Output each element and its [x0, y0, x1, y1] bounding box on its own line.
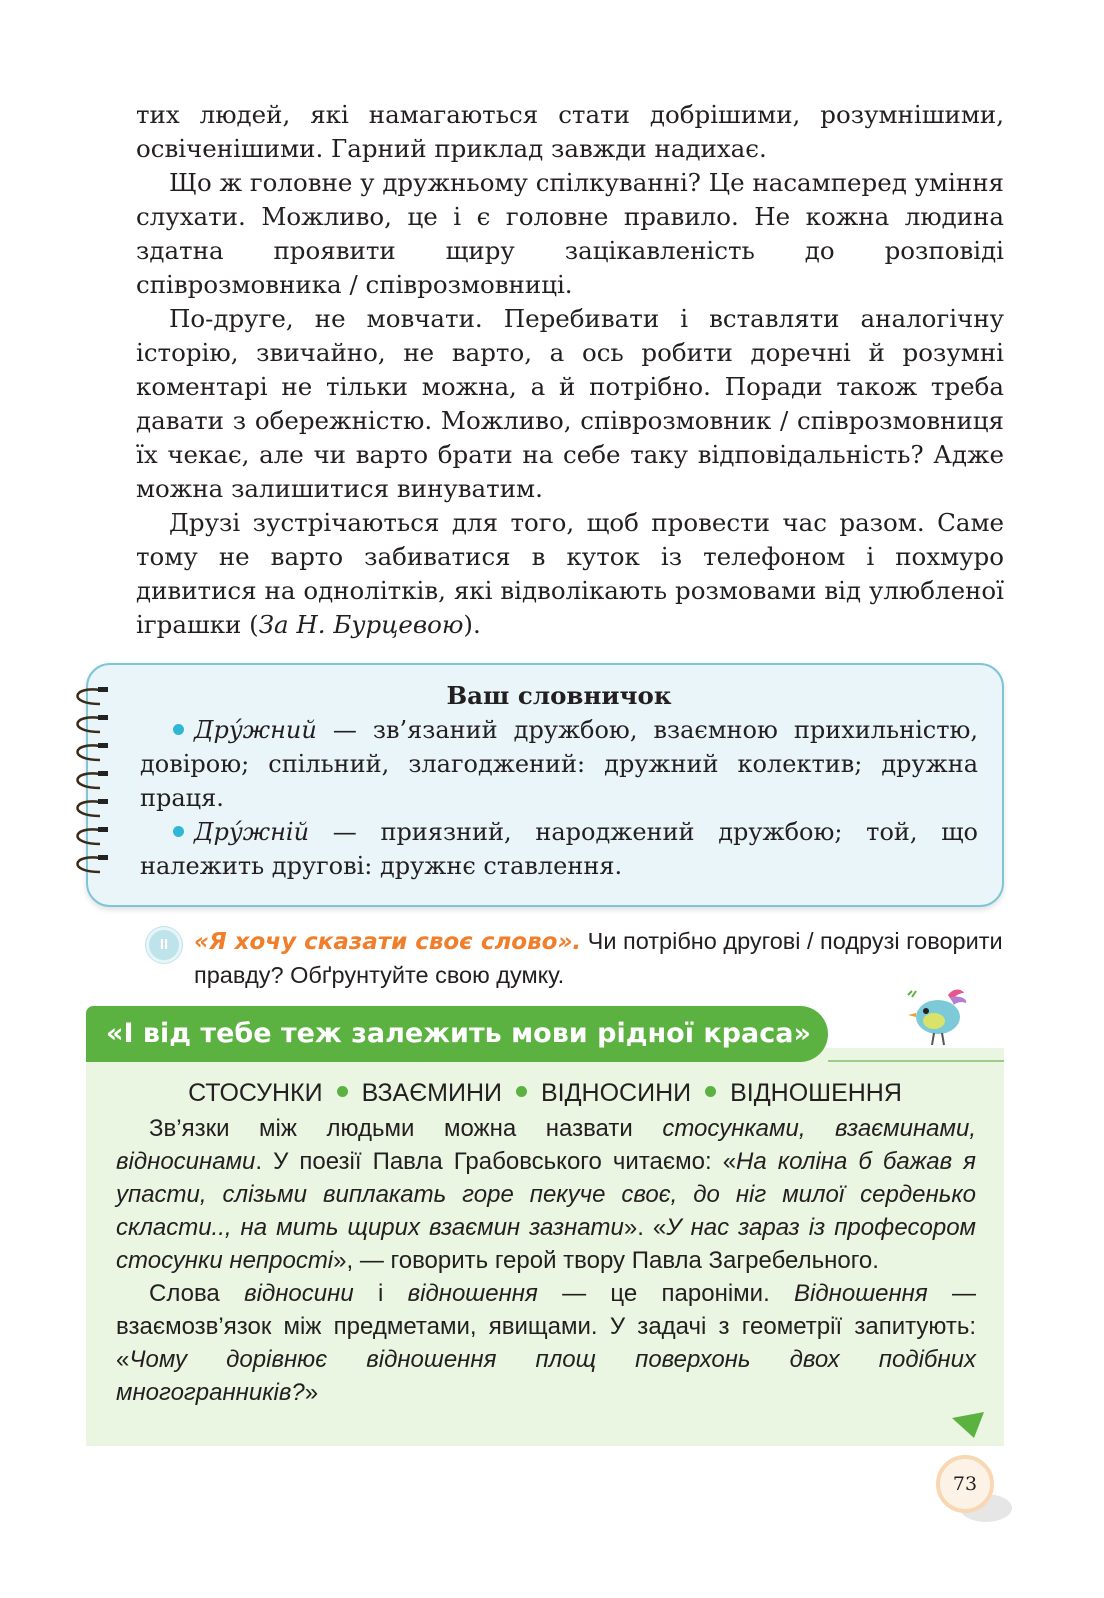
quote-run: У нас зараз із професором стосунки непрості: [116, 1214, 977, 1274]
bullet-icon: [337, 1086, 348, 1097]
main-text: [136, 98, 1004, 642]
italic-run: Відношення: [794, 1280, 928, 1307]
paragraph-4-text: Друзі зустрічаються для того, щоб провести час разом. Саме тому не варто забиватися в куток із телефоном і похмуро дивитися на однолітків, які відволікають розмовами від улюбленої іграшки (: [136, 508, 1004, 639]
vocabulary-box: [86, 663, 1004, 907]
bullet-icon: [173, 826, 184, 837]
page-number: 73: [936, 1455, 994, 1513]
vocabulary-content: [140, 679, 978, 883]
vocabulary-term-1: Дру́жний: [194, 716, 317, 744]
word-1: СТОСУНКИ: [188, 1079, 323, 1107]
vocabulary-item-1: [140, 713, 978, 815]
word-3: ВІДНОСИНИ: [541, 1079, 692, 1107]
section-header: [86, 1006, 828, 1062]
paragraph-2: Що ж головне у дружньому спілкуванні? Це насамперед уміння слухати. Можливо, це і є головне правило. Не кожна людина здатна проявити щиру зацікавленість до розповіді співрозмовника / співрозмовниці.: [136, 168, 1005, 299]
section-paragraph-1: [116, 1112, 976, 1277]
paragraph-4-end: ).: [463, 610, 481, 639]
task-title: «Я хочу сказати своє слово».: [194, 929, 582, 955]
text-run: і: [353, 1280, 408, 1307]
vocabulary-title: Ваш словничок: [446, 681, 672, 710]
vocabulary-definition-1: — зв’язаний дружбою, взаємною прихильністю, довірою; спільний, злагоджений: дружний колектив; дружна праця.: [140, 716, 978, 812]
flag-icon: [950, 1410, 986, 1440]
paragraph-1: тих людей, які намагаються стати добрішими, розумнішими, освіченішими. Гарний приклад завжди надихає.: [136, 100, 1004, 163]
section-paragraph-2: [116, 1277, 976, 1409]
bullet-icon: [173, 724, 184, 735]
task-number-icon: II: [146, 927, 182, 963]
word-2: ВЗАЄМИНИ: [361, 1079, 502, 1107]
paragraph-4: [136, 506, 1004, 642]
notebook-rings-icon: [60, 682, 120, 892]
italic-run: стосунками, взаєминами, відносинами: [116, 1115, 976, 1175]
italic-run: відношення: [407, 1280, 538, 1307]
word-4: ВІДНОШЕННЯ: [730, 1079, 902, 1107]
bird-icon: [904, 985, 974, 1047]
bullet-icon: [516, 1086, 527, 1097]
section-text: [116, 1112, 976, 1409]
vocabulary-term-2: Дру́жній: [194, 818, 310, 846]
task: [146, 925, 1006, 992]
vocabulary-definition-2: — приязний, народжений дружбою; той, що належить другові: дружнє ставлення.: [140, 818, 978, 880]
bullet-icon: [705, 1086, 716, 1097]
text-run: Зв’язки між людьми можна назвати: [149, 1115, 663, 1142]
text-run: »: [304, 1379, 319, 1406]
paragraph-4-source: За Н. Бурцевою: [258, 610, 464, 639]
text-run: — це пароніми.: [537, 1280, 795, 1307]
italic-run: відносини: [244, 1280, 354, 1307]
section-title: «І від тебе теж залежить мови рідної краса»: [106, 1018, 811, 1049]
task-text: [194, 925, 1006, 992]
text-run: — взаємозв’язок між предметами, явищами. У задачі з геометрії запитують: «: [116, 1280, 977, 1373]
text-run: ». «: [623, 1214, 667, 1241]
quote-run: На коліна б бажав я упасти, слізьми виплакать горе пекуче своє, до ніг милої серденько скласти.., на мить щирих взаємин зазнати: [116, 1148, 976, 1241]
task-question: Чи потрібно другові / подрузі говорити правду? Обґрунтуйте свою думку.: [194, 928, 1003, 988]
text-run: . У поезії Павла Грабовського читаємо: «: [255, 1148, 737, 1175]
text-run: Слова: [149, 1280, 245, 1307]
vocabulary-item-2: [140, 815, 978, 883]
word-list: [86, 1076, 1004, 1110]
paragraph-3: По-друге, не мовчати. Перебивати і вставляти аналогічну історію, звичайно, не варто, а ось робити доречні й розумні коментарі не тільки можна, а й потрібно. Поради також треба давати з обережністю. Можливо, співрозмовник / співрозмовниця їх чекає, але чи варто брати на себе таку відповідальність? Адже можна залишитися винуватим.: [136, 304, 1004, 503]
text-run: », — говорить герой твору Павла Загребельного.: [333, 1247, 879, 1274]
divider: [828, 1060, 1004, 1062]
quote-run: Чому дорівнює відношення площ поверхонь двох подібних многогранників?: [116, 1346, 976, 1406]
